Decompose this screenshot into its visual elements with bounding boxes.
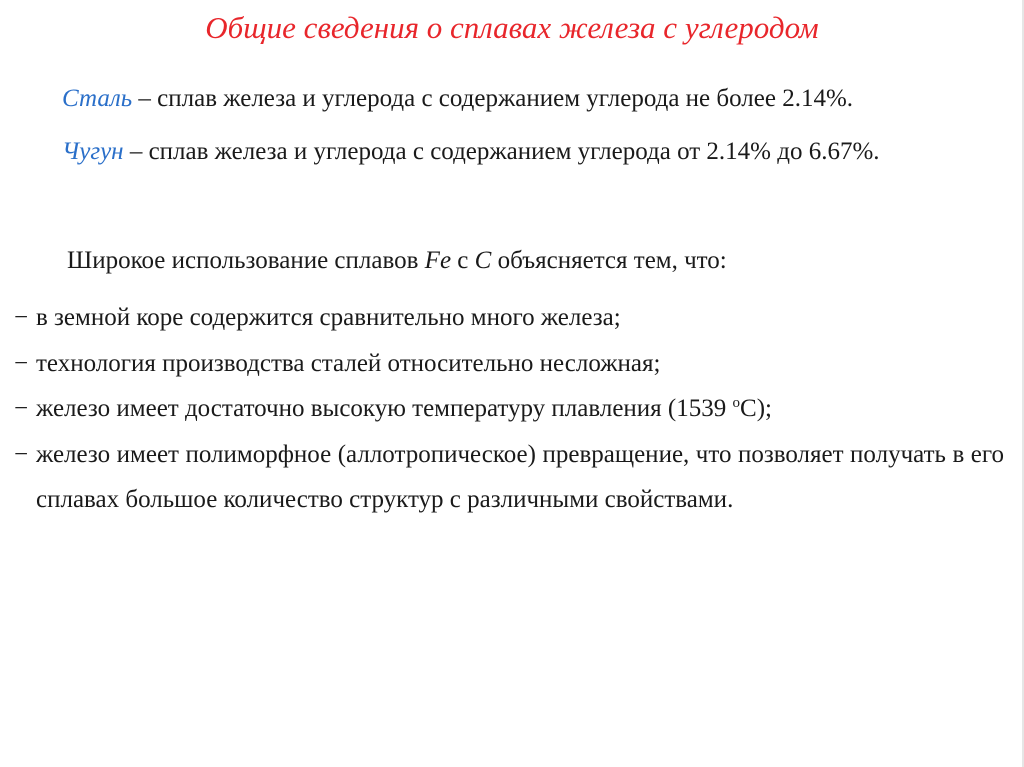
intro-middle: с <box>451 247 475 274</box>
intro-after: объясняется тем, что: <box>491 247 727 274</box>
list-item <box>0 295 1004 341</box>
dash-bullet: − <box>14 440 29 468</box>
degree-superscript: o <box>732 395 741 411</box>
list-item-text-start: железо имеет достаточно высокую температуру плавления (1539 <box>36 395 733 422</box>
list-item <box>0 341 1004 387</box>
cast-iron-definition-text: – сплав железа и углерода с содержанием углерода от 2.14% до 6.67%. <box>123 138 880 165</box>
list-item-text: железо имеет полиморфное (аллотропическое) превращение, что позволяет получать в его сплавах большое количество структур с различными свойствами. <box>36 440 1004 513</box>
steel-definition-text: – сплав железа и углерода с содержанием углерода не более 2.14%. <box>132 85 854 112</box>
cast-iron-definition <box>62 135 880 169</box>
symbol-fe: Fe <box>424 247 452 274</box>
dash-bullet: − <box>14 349 29 377</box>
intro-before: Широкое использование сплавов <box>67 247 425 274</box>
dash-bullet: − <box>14 395 29 422</box>
steel-term: Сталь <box>62 85 133 112</box>
list-item <box>0 386 1004 432</box>
intro-sentence <box>67 244 727 278</box>
slide-title: Общие сведения о сплавах железа с углеродом <box>205 10 819 45</box>
cast-iron-term: Чугун <box>62 138 124 165</box>
list-item-text: в земной коре содержится сравнительно много железа; <box>36 304 621 331</box>
list-item-text: технология производства сталей относительно несложная; <box>36 349 661 377</box>
reasons-list <box>0 295 1004 523</box>
symbol-c: C <box>474 247 492 274</box>
list-item-text-end: C); <box>740 395 772 422</box>
list-item <box>0 432 1004 523</box>
steel-definition <box>62 82 853 116</box>
dash-bullet: − <box>14 304 29 331</box>
